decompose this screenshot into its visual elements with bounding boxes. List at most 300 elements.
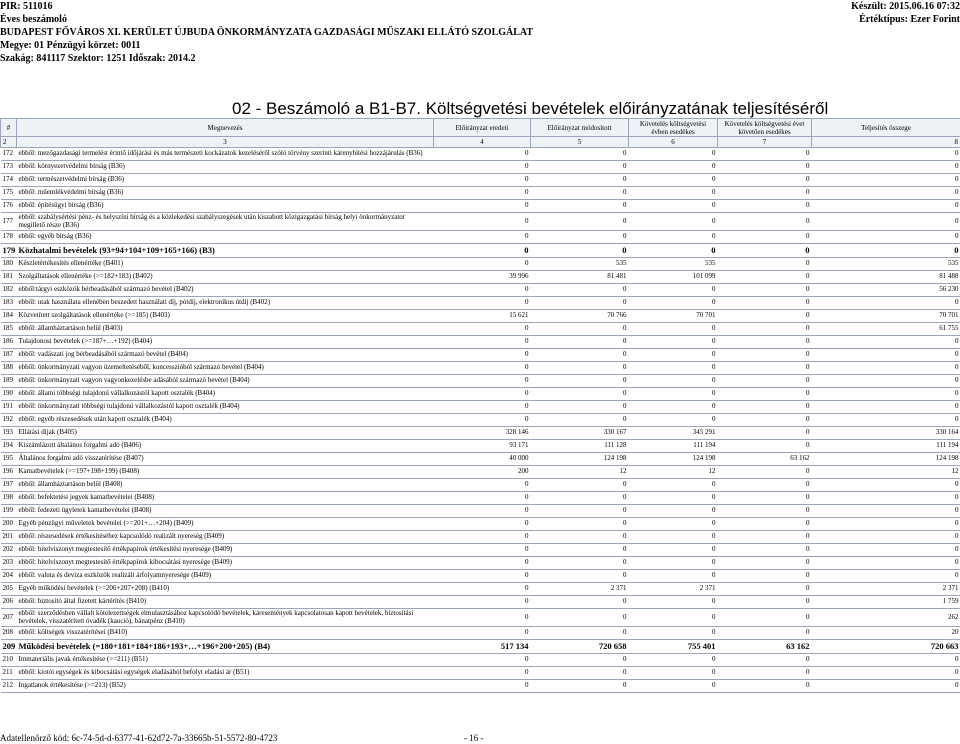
value-fulfilment: 0 xyxy=(812,200,960,213)
row-number: 187 xyxy=(1,349,17,362)
value-modified: 330 167 xyxy=(531,427,629,440)
value-fulfilment: 0 xyxy=(812,388,960,401)
value-modified: 0 xyxy=(531,349,629,362)
value-claim-current: 124 198 xyxy=(629,453,718,466)
col-number: 7 xyxy=(718,137,812,148)
row-label: ebből: valuta és deviza eszközök realizált árfolyamnyeresége (B409) xyxy=(17,570,434,583)
value-claim-current: 0 xyxy=(629,557,718,570)
row-label: ebből: önkormányzati többségi tulajdonú vállalkozástól kapott osztalék (B404) xyxy=(17,401,434,414)
value-fulfilment: 0 xyxy=(812,492,960,505)
value-claim-following: 0 xyxy=(718,200,812,213)
value-fulfilment: 0 xyxy=(812,557,960,570)
table-row xyxy=(1,492,960,505)
table-row xyxy=(1,161,960,174)
row-label: Közhatalmi bevételek (93+94+104+109+165+166) (B3) xyxy=(17,244,434,258)
value-original: 0 xyxy=(434,297,531,310)
value-modified: 0 xyxy=(531,557,629,570)
row-number: 194 xyxy=(1,440,17,453)
row-label: Készletértékesítés ellenértéke (B401) xyxy=(17,258,434,271)
table-row xyxy=(1,148,960,161)
row-label: Immateriális javak értékesítése (>=211) (B51) xyxy=(17,654,434,667)
row-label: ebből: részesedések értékesítéséhez kapcsolódó realizált nyereség (B409) xyxy=(17,531,434,544)
row-label: ebből: természetvédelmi bírság (B36) xyxy=(17,174,434,187)
table-row xyxy=(1,284,960,297)
value-original: 93 171 xyxy=(434,440,531,453)
row-number: 185 xyxy=(1,323,17,336)
value-type: Értéktípus: Ezer Forint xyxy=(859,14,960,25)
value-original: 0 xyxy=(434,375,531,388)
value-claim-following: 0 xyxy=(718,654,812,667)
value-claim-following: 0 xyxy=(718,336,812,349)
value-claim-following: 0 xyxy=(718,505,812,518)
value-claim-current: 755 401 xyxy=(629,640,718,654)
value-claim-following: 0 xyxy=(718,148,812,161)
row-number: 190 xyxy=(1,388,17,401)
value-claim-following: 0 xyxy=(718,231,812,244)
value-modified: 0 xyxy=(531,174,629,187)
value-modified: 0 xyxy=(531,401,629,414)
value-fulfilment: 0 xyxy=(812,231,960,244)
table-row xyxy=(1,667,960,680)
row-label: ebből: költségek visszatérítései (B410) xyxy=(17,627,434,640)
value-modified: 0 xyxy=(531,596,629,609)
value-claim-current: 0 xyxy=(629,284,718,297)
table-row xyxy=(1,375,960,388)
value-modified: 0 xyxy=(531,362,629,375)
table-row xyxy=(1,349,960,362)
value-modified: 0 xyxy=(531,388,629,401)
row-label: Közvetített szolgáltatások ellenértéke (>=185) (B403) xyxy=(17,310,434,323)
value-modified: 0 xyxy=(531,479,629,492)
row-label: ebből: államháztartáson belül (B408) xyxy=(17,479,434,492)
value-original: 0 xyxy=(434,284,531,297)
row-label: Működési bevételek (=180+181+184+186+193+…+196+200+205) (B4) xyxy=(17,640,434,654)
row-label: ebből: befektetési jegyek kamatbevételei (B408) xyxy=(17,492,434,505)
value-fulfilment: 0 xyxy=(812,362,960,375)
value-claim-following: 0 xyxy=(718,323,812,336)
value-claim-following: 0 xyxy=(718,667,812,680)
value-fulfilment: 70 701 xyxy=(812,310,960,323)
row-number: 204 xyxy=(1,570,17,583)
value-original: 0 xyxy=(434,479,531,492)
value-modified: 2 371 xyxy=(531,583,629,596)
value-claim-following: 0 xyxy=(718,680,812,693)
value-claim-following: 0 xyxy=(718,297,812,310)
value-claim-current: 101 099 xyxy=(629,271,718,284)
row-label: ebből: kiotói egységek és kibocsátási egységek eladásából befolyt eladási ár (B51) xyxy=(17,667,434,680)
col-header-name: Megnevezés xyxy=(17,119,434,137)
value-original: 0 xyxy=(434,680,531,693)
value-original: 0 xyxy=(434,492,531,505)
table-row xyxy=(1,440,960,453)
value-modified: 0 xyxy=(531,654,629,667)
row-label: ebből: mezőgazdasági termelést érintő időjárási és más természeti kockázatok kezeléséről szóló törvény szerinti kárenyhítési hozzájárulás (B36) xyxy=(17,148,434,161)
value-modified: 12 xyxy=(531,466,629,479)
value-claim-current: 345 291 xyxy=(629,427,718,440)
value-claim-following: 0 xyxy=(718,284,812,297)
value-claim-following: 0 xyxy=(718,362,812,375)
value-modified: 0 xyxy=(531,627,629,640)
value-fulfilment: 0 xyxy=(812,213,960,231)
value-original: 0 xyxy=(434,570,531,583)
col-header-fulfilment: Teljesítés összege xyxy=(812,119,960,137)
row-label: Egyéb működési bevételek (>=206+207+208) (B410) xyxy=(17,583,434,596)
row-number: 183 xyxy=(1,297,17,310)
value-claim-following: 0 xyxy=(718,375,812,388)
value-claim-following: 0 xyxy=(718,349,812,362)
value-claim-following: 0 xyxy=(718,492,812,505)
row-label: ebből: hitelviszonyt megtestesítő értékpapírok értékesítési nyeresége (B409) xyxy=(17,544,434,557)
table-row xyxy=(1,213,960,231)
value-claim-following: 0 xyxy=(718,414,812,427)
value-claim-current: 0 xyxy=(629,518,718,531)
value-claim-current: 12 xyxy=(629,466,718,479)
value-fulfilment: 330 164 xyxy=(812,427,960,440)
table-row xyxy=(1,427,960,440)
value-claim-current: 0 xyxy=(629,654,718,667)
value-claim-following: 0 xyxy=(718,271,812,284)
row-number: 209 xyxy=(1,640,17,654)
value-original: 328 146 xyxy=(434,427,531,440)
row-number: 200 xyxy=(1,518,17,531)
table-row xyxy=(1,401,960,414)
value-modified: 0 xyxy=(531,505,629,518)
value-claim-current: 0 xyxy=(629,627,718,640)
table-row xyxy=(1,640,960,654)
value-original: 0 xyxy=(434,323,531,336)
value-modified: 535 xyxy=(531,258,629,271)
row-label: ebből: önkormányzati vagyon üzemeltetéséből, koncesszióból származó bevétel (B404) xyxy=(17,362,434,375)
value-claim-current: 2 371 xyxy=(629,583,718,596)
value-modified: 0 xyxy=(531,213,629,231)
value-fulfilment: 0 xyxy=(812,414,960,427)
value-fulfilment: 56 230 xyxy=(812,284,960,297)
row-number: 188 xyxy=(1,362,17,375)
table-row xyxy=(1,258,960,271)
row-label: ebből: állami többségi tulajdonú vállalkozástól kapott osztalék (B404) xyxy=(17,388,434,401)
value-original: 0 xyxy=(434,231,531,244)
value-original: 0 xyxy=(434,583,531,596)
value-claim-following: 0 xyxy=(718,161,812,174)
value-claim-current: 0 xyxy=(629,148,718,161)
value-claim-current: 0 xyxy=(629,174,718,187)
row-label: ebből:tárgyi eszközök bérbeadásából származó bevétel (B402) xyxy=(17,284,434,297)
value-claim-current: 0 xyxy=(629,492,718,505)
row-label: ebből: önkormányzati vagyon vagyonkezelésbe adásából származó bevétel (B404) xyxy=(17,375,434,388)
row-number: 178 xyxy=(1,231,17,244)
table-row xyxy=(1,336,960,349)
value-claim-following: 0 xyxy=(718,258,812,271)
value-modified: 0 xyxy=(531,667,629,680)
page-title: 02 - Beszámoló a B1-B7. Költségvetési bevételek előirányzatának teljesítéséről xyxy=(232,99,829,118)
row-number: 189 xyxy=(1,375,17,388)
sector-period: Szakág: 841117 Szektor: 1251 Időszak: 2014.2 xyxy=(0,53,196,64)
col-header-claim-current: Követelés költségvetési évben esedékes xyxy=(629,119,718,137)
value-claim-following: 0 xyxy=(718,213,812,231)
value-claim-current: 0 xyxy=(629,297,718,310)
value-fulfilment: 0 xyxy=(812,148,960,161)
value-fulfilment: 0 xyxy=(812,244,960,258)
value-original: 0 xyxy=(434,187,531,200)
value-original: 0 xyxy=(434,200,531,213)
table-row xyxy=(1,466,960,479)
value-claim-following: 0 xyxy=(718,609,812,627)
value-fulfilment: 124 198 xyxy=(812,453,960,466)
value-original: 517 134 xyxy=(434,640,531,654)
row-number: 191 xyxy=(1,401,17,414)
value-fulfilment: 0 xyxy=(812,667,960,680)
row-number: 172 xyxy=(1,148,17,161)
row-number: 180 xyxy=(1,258,17,271)
value-fulfilment: 1 759 xyxy=(812,596,960,609)
value-claim-current: 70 701 xyxy=(629,310,718,323)
value-claim-following: 0 xyxy=(718,531,812,544)
row-number: 176 xyxy=(1,200,17,213)
row-label: Tulajdonosi bevételek (>=187+…+192) (B404) xyxy=(17,336,434,349)
row-number: 192 xyxy=(1,414,17,427)
value-fulfilment: 0 xyxy=(812,375,960,388)
value-claim-following: 0 xyxy=(718,187,812,200)
table-row xyxy=(1,453,960,466)
table-header-row xyxy=(1,119,960,137)
table-row xyxy=(1,362,960,375)
value-original: 0 xyxy=(434,213,531,231)
value-fulfilment: 0 xyxy=(812,297,960,310)
value-fulfilment: 0 xyxy=(812,505,960,518)
report-type: Éves beszámoló xyxy=(0,14,67,25)
value-fulfilment: 0 xyxy=(812,518,960,531)
value-claim-current: 0 xyxy=(629,231,718,244)
value-original: 0 xyxy=(434,148,531,161)
value-original: 0 xyxy=(434,557,531,570)
value-original: 0 xyxy=(434,388,531,401)
value-claim-current: 0 xyxy=(629,479,718,492)
value-fulfilment: 20 xyxy=(812,627,960,640)
table-row xyxy=(1,174,960,187)
value-original: 40 000 xyxy=(434,453,531,466)
row-number: 206 xyxy=(1,596,17,609)
budget-table xyxy=(0,118,960,693)
value-claim-current: 111 194 xyxy=(629,440,718,453)
row-number: 201 xyxy=(1,531,17,544)
value-claim-following: 0 xyxy=(718,627,812,640)
value-modified: 0 xyxy=(531,492,629,505)
value-claim-following: 63 162 xyxy=(718,453,812,466)
table-body xyxy=(1,148,960,693)
table-row xyxy=(1,271,960,284)
organization-name: BUDAPEST FŐVÁROS XI. KERÜLET ÚJBUDA ÖNKORMÁNYZATA GAZDASÁGI MŰSZAKI ELLÁTÓ SZOLGÁLAT xyxy=(0,27,534,38)
value-modified: 0 xyxy=(531,200,629,213)
row-number: 197 xyxy=(1,479,17,492)
report-header xyxy=(0,0,533,65)
value-modified: 0 xyxy=(531,148,629,161)
col-header-num: # xyxy=(1,119,17,137)
table-row xyxy=(1,187,960,200)
value-original: 0 xyxy=(434,667,531,680)
value-modified: 111 128 xyxy=(531,440,629,453)
row-label: ebből: környezetvédelmi bírság (B36) xyxy=(17,161,434,174)
value-modified: 124 198 xyxy=(531,453,629,466)
value-claim-current: 535 xyxy=(629,258,718,271)
value-claim-following: 0 xyxy=(718,401,812,414)
row-label: Kiszámlázott általános forgalmi adó (B406) xyxy=(17,440,434,453)
table-row xyxy=(1,596,960,609)
value-claim-current: 0 xyxy=(629,200,718,213)
row-label: Ellátási díjak (B405) xyxy=(17,427,434,440)
value-modified: 0 xyxy=(531,570,629,583)
row-number: 175 xyxy=(1,187,17,200)
row-label: ebből: szerződésben vállalt kötelezettségek elmulasztásához kapcsolódó bevételek, káresemények kapcsolatosan kapott bevételek, biztosítási bevételek, visszatérített óvadék (kaució), bánatpénz (B410) xyxy=(17,609,434,627)
pir-id: PIR: 511016 xyxy=(0,1,53,12)
value-fulfilment: 262 xyxy=(812,609,960,627)
row-label: ebből: biztosító által fizetett kártérítés (B410) xyxy=(17,596,434,609)
table-row xyxy=(1,479,960,492)
value-fulfilment: 0 xyxy=(812,531,960,544)
value-fulfilment: 0 xyxy=(812,174,960,187)
table-row xyxy=(1,518,960,531)
row-label: ebből: utak használata ellenében beszedett használati díj, pótdíj, elektronikus útdíj (B402) xyxy=(17,297,434,310)
row-number: 193 xyxy=(1,427,17,440)
table-row xyxy=(1,323,960,336)
value-fulfilment: 81 488 xyxy=(812,271,960,284)
table-row xyxy=(1,680,960,693)
row-number: 207 xyxy=(1,609,17,627)
value-claim-following: 0 xyxy=(718,518,812,531)
value-modified: 81 481 xyxy=(531,271,629,284)
table-row xyxy=(1,388,960,401)
table-row xyxy=(1,531,960,544)
table-row xyxy=(1,310,960,323)
value-fulfilment: 535 xyxy=(812,258,960,271)
col-header-modified: Előirányzat módosított xyxy=(531,119,629,137)
table-row xyxy=(1,231,960,244)
value-original: 0 xyxy=(434,414,531,427)
value-fulfilment: 0 xyxy=(812,570,960,583)
col-header-original: Előirányzat eredeti xyxy=(434,119,531,137)
value-claim-current: 0 xyxy=(629,414,718,427)
value-claim-current: 0 xyxy=(629,187,718,200)
value-claim-current: 0 xyxy=(629,362,718,375)
row-label: Ingatlanok értékesítése (>=213) (B52) xyxy=(17,680,434,693)
value-claim-current: 0 xyxy=(629,213,718,231)
value-fulfilment: 0 xyxy=(812,187,960,200)
row-number: 196 xyxy=(1,466,17,479)
row-label: Szolgáltatások ellenértéke (>=182+183) (B402) xyxy=(17,271,434,284)
table-row xyxy=(1,505,960,518)
value-claim-following: 0 xyxy=(718,427,812,440)
table-row xyxy=(1,654,960,667)
value-modified: 0 xyxy=(531,414,629,427)
value-original: 0 xyxy=(434,244,531,258)
value-original: 0 xyxy=(434,401,531,414)
value-modified: 0 xyxy=(531,297,629,310)
value-claim-following: 0 xyxy=(718,466,812,479)
value-original: 0 xyxy=(434,258,531,271)
row-number: 184 xyxy=(1,310,17,323)
col-header-claim-following: Követelés költségvetési évet követően esedékes xyxy=(718,119,812,137)
value-claim-current: 0 xyxy=(629,609,718,627)
value-claim-current: 0 xyxy=(629,680,718,693)
row-label: ebből: műemlékvédelmi bírság (B36) xyxy=(17,187,434,200)
row-number: 199 xyxy=(1,505,17,518)
row-label: Egyéb pénzügyi műveletek bevételei (>=201+…+204) (B409) xyxy=(17,518,434,531)
value-claim-current: 0 xyxy=(629,531,718,544)
row-label: ebből: vadászati jog bérbeadásából származó bevétel (B404) xyxy=(17,349,434,362)
row-number: 177 xyxy=(1,213,17,231)
value-claim-current: 0 xyxy=(629,244,718,258)
value-modified: 70 766 xyxy=(531,310,629,323)
value-claim-current: 0 xyxy=(629,401,718,414)
value-claim-current: 0 xyxy=(629,667,718,680)
value-claim-current: 0 xyxy=(629,544,718,557)
value-original: 0 xyxy=(434,609,531,627)
table-row xyxy=(1,244,960,258)
row-number: 211 xyxy=(1,667,17,680)
value-original: 15 621 xyxy=(434,310,531,323)
value-claim-following: 0 xyxy=(718,544,812,557)
value-modified: 0 xyxy=(531,244,629,258)
value-claim-following: 0 xyxy=(718,244,812,258)
row-number: 205 xyxy=(1,583,17,596)
value-claim-following: 0 xyxy=(718,570,812,583)
value-claim-current: 0 xyxy=(629,323,718,336)
row-label: ebből: fedezeti ügyletek kamatbevételei (B408) xyxy=(17,505,434,518)
value-claim-following: 0 xyxy=(718,310,812,323)
col-number: 8 xyxy=(812,137,960,148)
value-claim-current: 0 xyxy=(629,505,718,518)
value-modified: 0 xyxy=(531,336,629,349)
value-claim-following: 0 xyxy=(718,596,812,609)
value-claim-current: 0 xyxy=(629,570,718,583)
value-claim-current: 0 xyxy=(629,596,718,609)
value-original: 0 xyxy=(434,349,531,362)
value-original: 0 xyxy=(434,627,531,640)
value-modified: 0 xyxy=(531,375,629,388)
row-number: 179 xyxy=(1,244,17,258)
value-fulfilment: 0 xyxy=(812,654,960,667)
row-number: 186 xyxy=(1,336,17,349)
value-original: 0 xyxy=(434,654,531,667)
row-number: 182 xyxy=(1,284,17,297)
value-modified: 0 xyxy=(531,518,629,531)
created-date: Készült: 2015.06.16 07:32 xyxy=(851,1,960,12)
value-original: 0 xyxy=(434,174,531,187)
value-original: 0 xyxy=(434,596,531,609)
row-label: Általános forgalmi adó visszatérítése (B407) xyxy=(17,453,434,466)
value-original: 0 xyxy=(434,518,531,531)
value-claim-following: 63 162 xyxy=(718,640,812,654)
row-label: ebből: építésügyi bírság (B36) xyxy=(17,200,434,213)
table-row xyxy=(1,583,960,596)
table-row xyxy=(1,570,960,583)
col-number: 5 xyxy=(531,137,629,148)
value-claim-current: 0 xyxy=(629,161,718,174)
row-label: ebből: egyéb bírság (B36) xyxy=(17,231,434,244)
page-number: - 16 - xyxy=(464,733,484,743)
value-claim-following: 0 xyxy=(718,557,812,570)
row-number: 198 xyxy=(1,492,17,505)
value-fulfilment: 61 755 xyxy=(812,323,960,336)
value-fulfilment: 0 xyxy=(812,161,960,174)
row-number: 210 xyxy=(1,654,17,667)
value-fulfilment: 0 xyxy=(812,336,960,349)
value-original: 0 xyxy=(434,336,531,349)
row-number: 181 xyxy=(1,271,17,284)
value-claim-following: 0 xyxy=(718,479,812,492)
col-number: 6 xyxy=(629,137,718,148)
value-modified: 0 xyxy=(531,609,629,627)
value-modified: 0 xyxy=(531,323,629,336)
